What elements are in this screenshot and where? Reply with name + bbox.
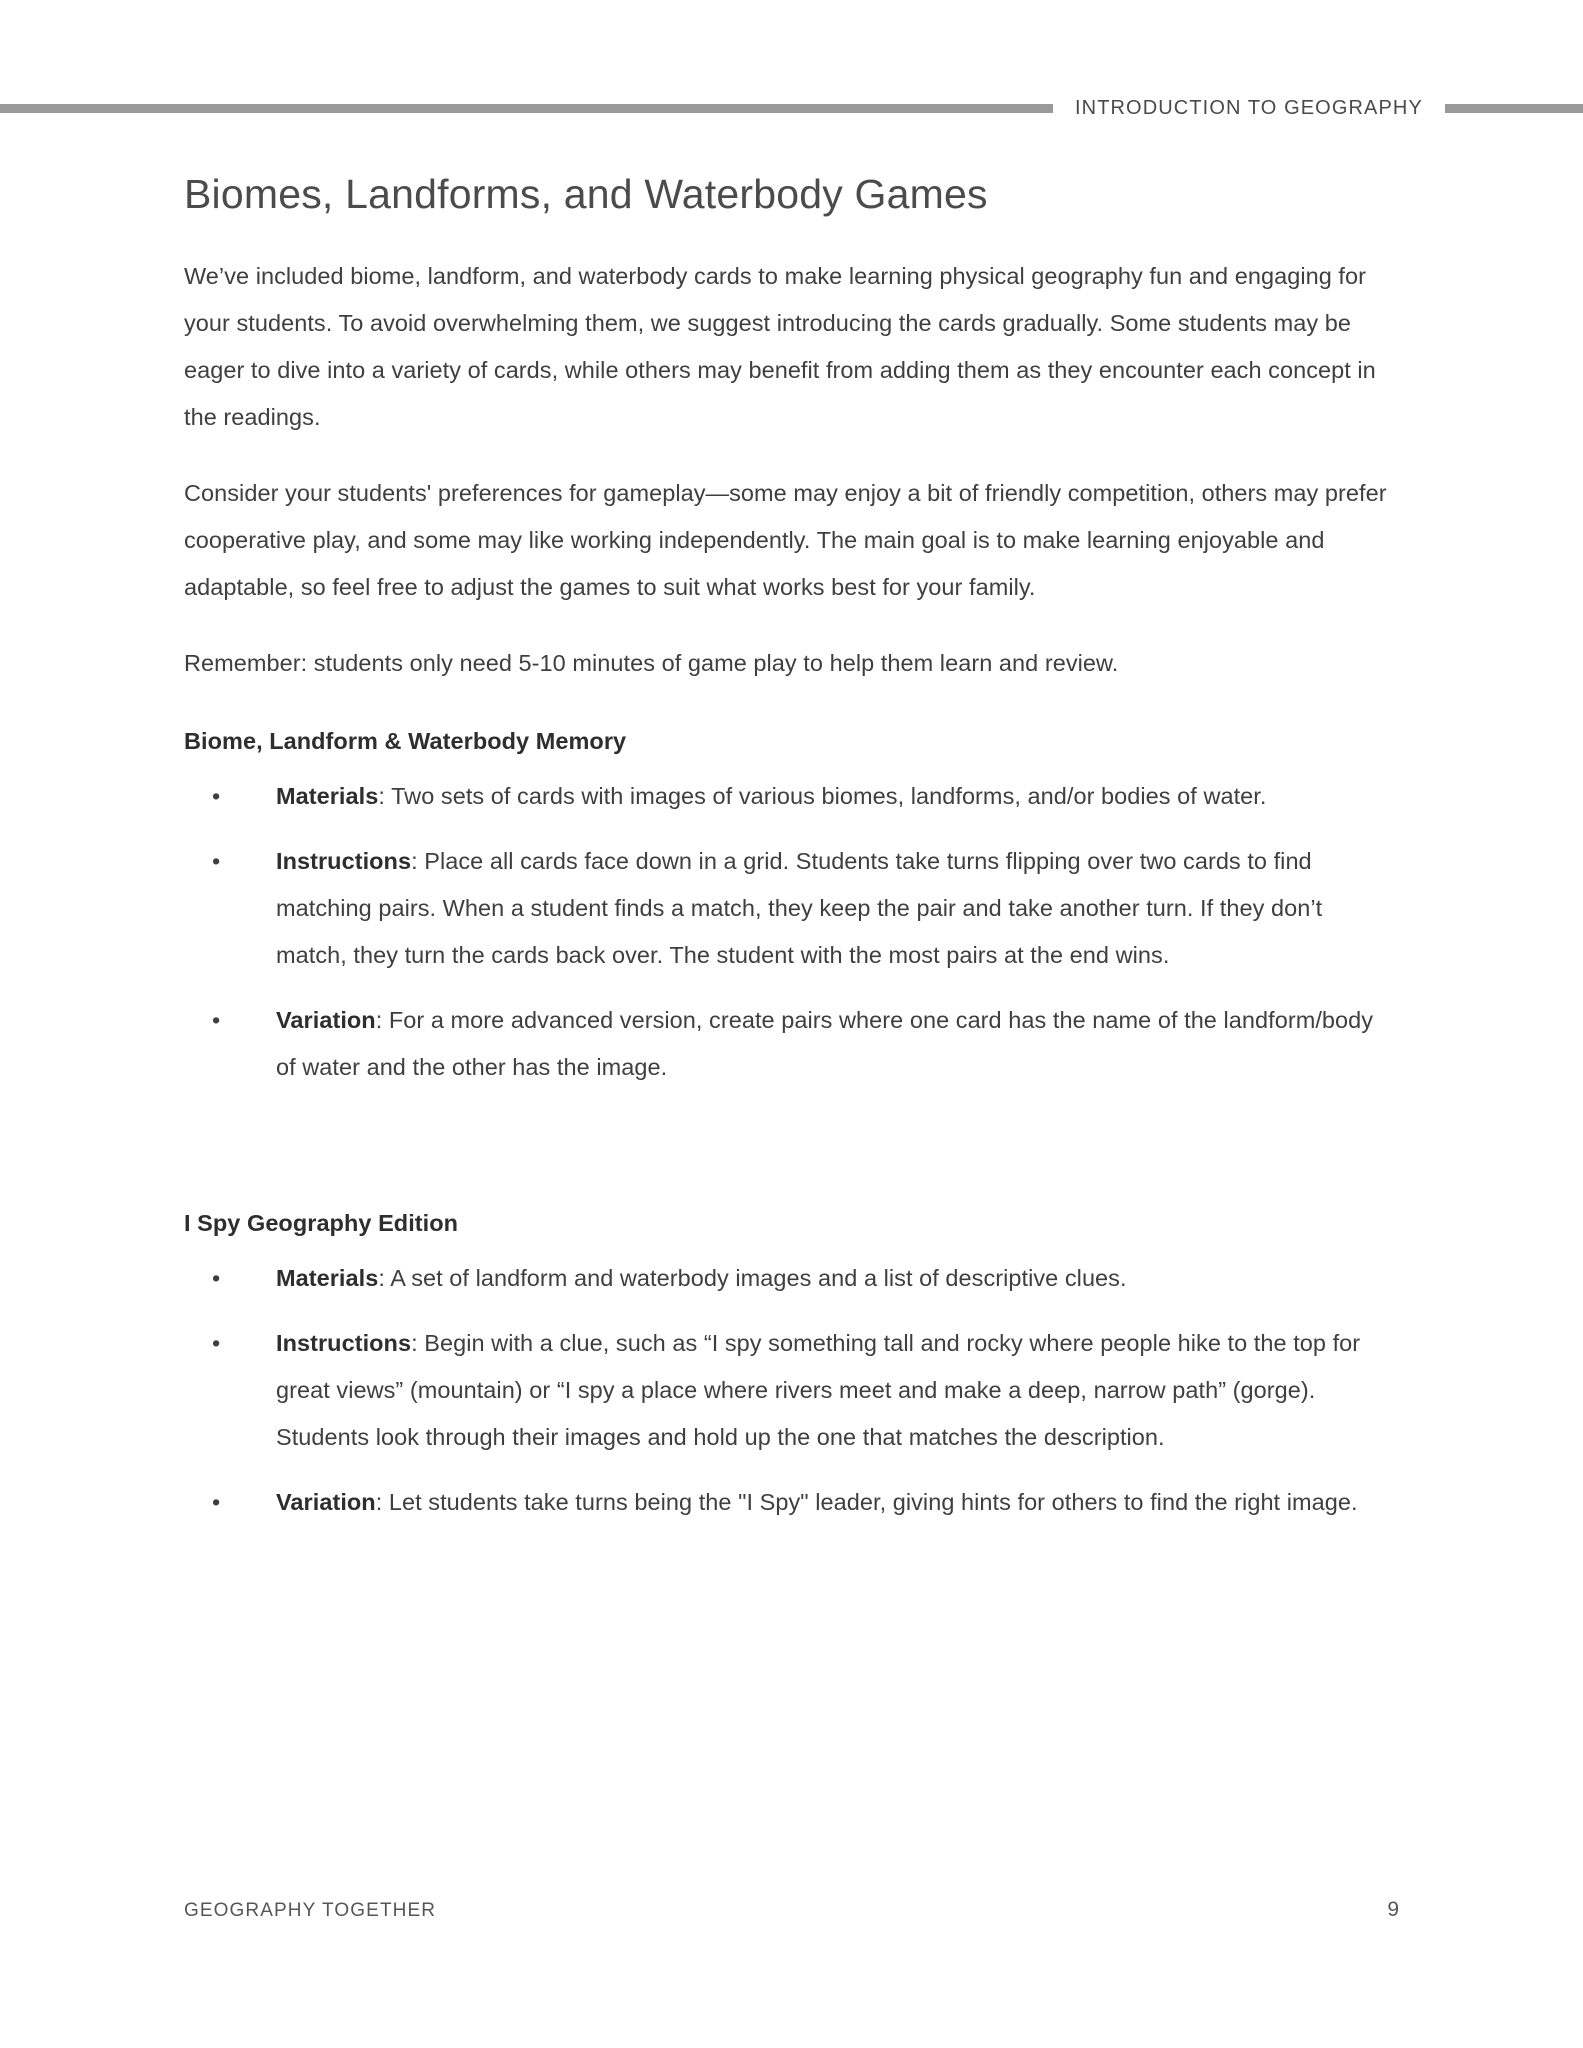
list-item xyxy=(184,1320,1399,1461)
intro-paragraph-2: Consider your students' preferences for gameplay—some may enjoy a bit of friendly competition, others may prefer cooperative play, and some may like working independently. The main goal is to make learning enjoyable and adaptable, so feel free to adjust the games to suit what works best for your family. xyxy=(184,480,1387,601)
bullet-icon: • xyxy=(212,1007,221,1034)
list-item-lead: Materials xyxy=(276,783,379,810)
bullet-icon: • xyxy=(212,848,221,875)
page-footer xyxy=(184,1898,1399,1922)
list-item-lead: Variation xyxy=(276,1489,376,1516)
section-list-memory xyxy=(184,773,1399,1091)
list-item-text: : A set of landform and waterbody images and a list of descriptive clues. xyxy=(378,1265,1127,1292)
list-item-text: : Let students take turns being the "I Spy" leader, giving hints for others to find the right image. xyxy=(375,1489,1358,1516)
list-item-text: : For a more advanced version, create pairs where one card has the name of the landform/body of water and the other has the image. xyxy=(276,1007,1374,1081)
list-item-lead: Instructions xyxy=(276,848,412,875)
list-item-text: : Two sets of cards with images of various biomes, landforms, and/or bodies of water. xyxy=(378,783,1267,810)
header-rule-left xyxy=(0,104,1053,113)
section-heading-memory: Biome, Landform & Waterbody Memory xyxy=(184,728,627,755)
list-item-text: : Place all cards face down in a grid. Students take turns flipping over two cards to find matching pairs. When a student finds a match, they keep the pair and take another turn. If they don’t match, they turn the cards back over. The student with the most pairs at the end wins. xyxy=(276,848,1323,969)
list-item xyxy=(184,997,1399,1091)
list-item xyxy=(184,838,1399,979)
section-list-ispy xyxy=(184,1255,1399,1526)
list-item xyxy=(184,1255,1399,1302)
list-item-lead: Materials xyxy=(276,1265,379,1292)
bullet-icon: • xyxy=(212,1489,221,1516)
list-item xyxy=(184,1479,1399,1526)
bullet-icon: • xyxy=(212,783,221,810)
intro-paragraph-1: We’ve included biome, landform, and waterbody cards to make learning physical geography fun and engaging for your students. To avoid overwhelming them, we suggest introducing the cards gradually. Some students may be eager to dive into a variety of cards, while others may benefit from adding them as they encounter each concept in the readings. xyxy=(184,263,1376,431)
running-header xyxy=(0,88,1583,128)
intro-paragraph-3: Remember: students only need 5-10 minutes of game play to help them learn and review. xyxy=(184,650,1119,677)
list-item-lead: Variation xyxy=(276,1007,376,1034)
list-item xyxy=(184,773,1399,820)
bullet-icon: • xyxy=(212,1330,221,1357)
page-title: Biomes, Landforms, and Waterbody Games xyxy=(184,171,988,217)
header-title: INTRODUCTION TO GEOGRAPHY xyxy=(1075,97,1423,119)
footer-page-number: 9 xyxy=(1387,1898,1399,1921)
section-heading-ispy: I Spy Geography Edition xyxy=(184,1210,459,1237)
list-item-text: : Begin with a clue, such as “I spy something tall and rocky where people hike to the top for great views” (mountain) or “I spy a place where rivers meet and make a deep, narrow path” (gorge). Students look through their images and hold up the one that matches the description. xyxy=(276,1330,1361,1451)
header-rule-right xyxy=(1445,104,1583,113)
list-item-lead: Instructions xyxy=(276,1330,412,1357)
bullet-icon: • xyxy=(212,1265,221,1292)
document-content xyxy=(184,170,1399,1544)
footer-book-title: GEOGRAPHY TOGETHER xyxy=(184,1900,437,1921)
